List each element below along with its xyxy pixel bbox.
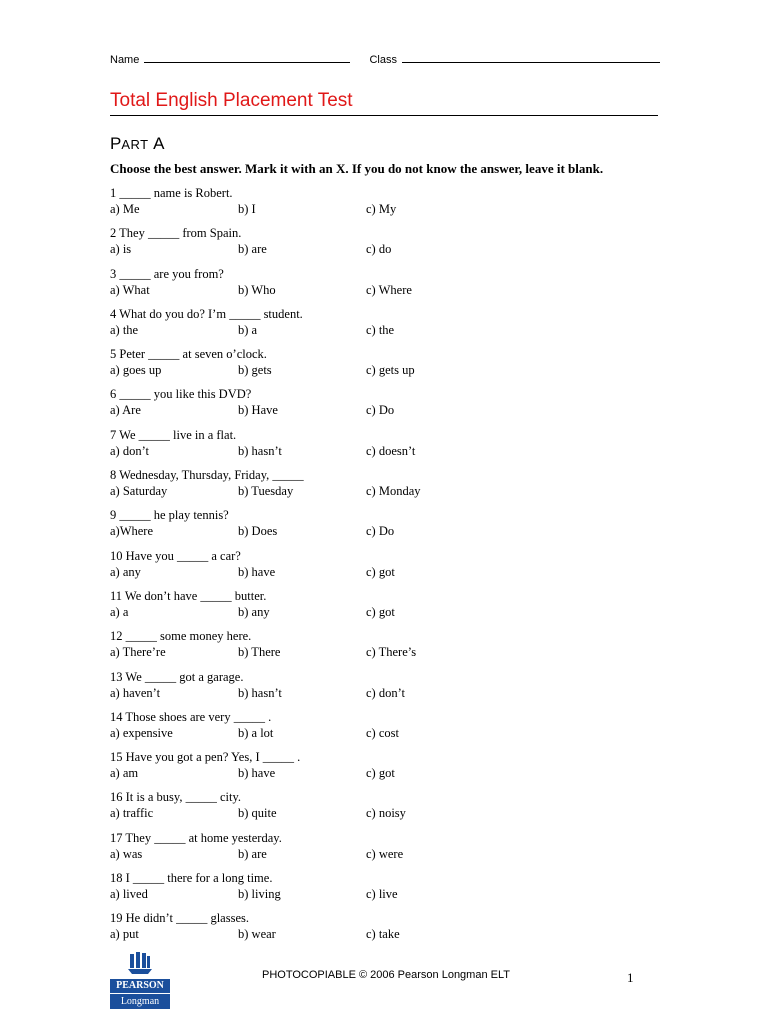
option-b[interactable]: b) hasn’t xyxy=(238,443,282,458)
question-stem: 10 Have you _____ a car? xyxy=(110,548,241,563)
option-b[interactable]: b) have xyxy=(238,564,276,579)
part-heading xyxy=(110,134,164,154)
part-letter: A xyxy=(153,134,165,153)
answer-options xyxy=(110,846,670,862)
option-b[interactable]: b) hasn’t xyxy=(238,685,282,700)
answer-options xyxy=(110,564,670,580)
option-c[interactable]: c) Do xyxy=(366,524,395,539)
question-item xyxy=(110,185,670,225)
answer-options xyxy=(110,282,670,298)
option-c[interactable]: c) got xyxy=(366,766,395,781)
question-stem: 8 Wednesday, Thursday, Friday, _____ xyxy=(110,468,304,483)
question-stem: 19 He didn’t _____ glasses. xyxy=(110,911,249,926)
option-b[interactable]: b) quite xyxy=(238,806,277,821)
question-item xyxy=(110,225,670,265)
option-a[interactable]: a) the xyxy=(110,322,139,337)
answer-options xyxy=(110,644,670,660)
option-c[interactable]: c) do xyxy=(366,242,392,257)
question-stem: 14 Those shoes are very _____ . xyxy=(110,709,272,724)
question-stem: 1 _____ name is Robert. xyxy=(110,186,233,200)
question-stem: 17 They _____ at home yesterday. xyxy=(110,830,282,845)
option-a[interactable]: a) don’t xyxy=(110,443,149,458)
question-item xyxy=(110,588,670,628)
option-c[interactable]: c) noisy xyxy=(366,806,406,821)
question-stem: 13 We _____ got a garage. xyxy=(110,669,244,684)
question-item xyxy=(110,427,670,467)
question-stem: 2 They _____ from Spain. xyxy=(110,226,242,241)
question-stem: 12 _____ some money here. xyxy=(110,629,252,644)
option-b[interactable]: b) are xyxy=(238,846,267,861)
question-stem: 7 We _____ live in a flat. xyxy=(110,427,237,442)
option-c[interactable]: c) got xyxy=(366,604,395,619)
name-label: Name xyxy=(110,54,140,66)
answer-options xyxy=(110,483,670,499)
option-b[interactable]: b) Tuesday xyxy=(238,484,294,499)
option-b[interactable]: b) Have xyxy=(238,403,278,418)
name-class-line xyxy=(110,52,658,66)
option-b[interactable]: b) a xyxy=(238,322,258,337)
pearson-longman-logo xyxy=(110,950,170,1014)
answer-options xyxy=(110,926,670,942)
option-a[interactable]: a) Saturday xyxy=(110,484,168,499)
answer-options xyxy=(110,685,670,701)
question-stem: 5 Peter _____ at seven o’clock. xyxy=(110,347,267,362)
page-title: Total English Placement Test xyxy=(110,90,658,116)
copyright-footer: PHOTOCOPIABLE © 2006 Pearson Longman ELT xyxy=(262,969,510,981)
question-item xyxy=(110,386,670,426)
question-item xyxy=(110,910,670,950)
option-a[interactable]: a) am xyxy=(110,766,139,781)
question-item xyxy=(110,870,670,910)
option-a[interactable]: a) lived xyxy=(110,887,148,902)
question-item xyxy=(110,467,670,507)
question-stem: 9 _____ he play tennis? xyxy=(110,508,229,523)
option-c[interactable]: c) My xyxy=(366,202,397,216)
question-stem: 16 It is a busy, _____ city. xyxy=(110,790,242,805)
question-item xyxy=(110,628,670,668)
logo-word-pearson: PEARSON xyxy=(110,979,170,993)
question-item xyxy=(110,306,670,346)
option-a[interactable]: a) put xyxy=(110,927,139,942)
option-a[interactable]: a) haven’t xyxy=(110,685,161,700)
option-a[interactable]: a) expensive xyxy=(110,725,173,740)
option-c[interactable]: c) Monday xyxy=(366,484,421,499)
question-item xyxy=(110,830,670,870)
answer-options xyxy=(110,805,670,821)
option-c[interactable]: c) gets up xyxy=(366,363,415,378)
option-c[interactable]: c) There’s xyxy=(366,645,417,660)
option-a[interactable]: a) Me xyxy=(110,202,140,216)
option-c[interactable]: c) got xyxy=(366,564,395,579)
answer-options xyxy=(110,523,670,539)
question-item xyxy=(110,507,670,547)
answer-options xyxy=(110,402,670,418)
option-b[interactable]: b) gets xyxy=(238,363,272,378)
class-label: Class xyxy=(369,54,397,66)
ship-icon xyxy=(127,950,153,976)
option-a[interactable]: a)Where xyxy=(110,524,154,539)
option-b[interactable]: b) Does xyxy=(238,524,278,539)
answer-options xyxy=(110,322,670,338)
option-c[interactable]: c) Where xyxy=(366,282,412,297)
question-item xyxy=(110,548,670,588)
question-stem: 3 _____ are you from? xyxy=(110,266,224,281)
part-initial: P xyxy=(110,134,122,153)
option-b[interactable]: b) are xyxy=(238,242,267,257)
option-a[interactable]: a) traffic xyxy=(110,806,154,821)
question-stem: 4 What do you do? I’m _____ student. xyxy=(110,306,303,321)
question-item xyxy=(110,346,670,386)
question-item xyxy=(110,266,670,306)
option-c[interactable]: c) doesn’t xyxy=(366,443,416,458)
option-c[interactable]: c) live xyxy=(366,887,398,902)
option-a[interactable]: a) What xyxy=(110,282,150,297)
option-b[interactable]: b) have xyxy=(238,766,276,781)
option-c[interactable]: c) Do xyxy=(366,403,395,418)
option-b[interactable]: b) living xyxy=(238,887,281,902)
option-b[interactable]: b) a lot xyxy=(238,725,274,740)
question-list xyxy=(110,185,670,951)
page-number: 1 xyxy=(627,970,634,985)
logo-word-longman: Longman xyxy=(110,994,170,1009)
option-c[interactable]: c) cost xyxy=(366,725,399,740)
instructions: Choose the best answer. Mark it with an X. If you do not know the answer, leave it blank. xyxy=(110,161,604,176)
class-field[interactable] xyxy=(402,52,660,63)
question-stem: 15 Have you got a pen? Yes, I _____ . xyxy=(110,750,301,765)
option-a[interactable]: a) is xyxy=(110,242,132,257)
option-b[interactable]: b) any xyxy=(238,604,270,619)
option-a[interactable]: a) any xyxy=(110,564,141,579)
answer-options xyxy=(110,362,670,378)
option-c[interactable]: c) don’t xyxy=(366,685,405,700)
option-c[interactable]: c) the xyxy=(366,322,395,337)
question-item xyxy=(110,709,670,749)
answer-options xyxy=(110,201,670,217)
answer-options xyxy=(110,886,670,902)
option-c[interactable]: c) were xyxy=(366,846,404,861)
option-a[interactable]: a) was xyxy=(110,846,143,861)
question-stem: 11 We don’t have _____ butter. xyxy=(110,588,267,603)
answer-options xyxy=(110,604,670,620)
option-b[interactable]: b) There xyxy=(238,645,281,660)
question-item xyxy=(110,789,670,829)
question-item xyxy=(110,749,670,789)
question-stem: 6 _____ you like this DVD? xyxy=(110,387,252,402)
answer-options xyxy=(110,443,670,459)
question-item xyxy=(110,669,670,709)
option-a[interactable]: a) goes up xyxy=(110,363,162,378)
name-field[interactable] xyxy=(144,52,350,63)
option-c[interactable]: c) take xyxy=(366,927,400,942)
option-a[interactable]: a) Are xyxy=(110,403,141,418)
option-a[interactable]: a) There’re xyxy=(110,645,166,660)
part-rest: ART xyxy=(121,137,149,152)
question-stem: 18 I _____ there for a long time. xyxy=(110,871,273,886)
option-b[interactable]: b) I xyxy=(238,202,256,216)
option-a[interactable]: a) a xyxy=(110,604,129,619)
option-b[interactable]: b) Who xyxy=(238,282,276,297)
answer-options xyxy=(110,241,670,257)
answer-options xyxy=(110,725,670,741)
answer-options xyxy=(110,765,670,781)
option-b[interactable]: b) wear xyxy=(238,927,276,942)
